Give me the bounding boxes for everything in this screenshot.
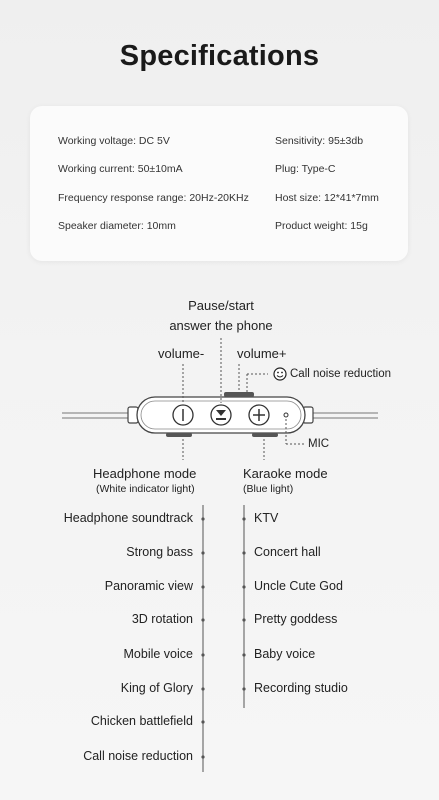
- smiley-icon: [274, 368, 286, 380]
- spec-frequency-response: Frequency response range: 20Hz-20KHz: [58, 192, 249, 204]
- bottom-bump-right: [252, 433, 278, 437]
- mic-label: MIC: [308, 438, 330, 450]
- volume-minus-label: volume-: [158, 346, 205, 361]
- headphone-mode-item: 3D rotation: [131, 612, 193, 626]
- karaoke-mode-item: Uncle Cute God: [254, 579, 343, 593]
- karaoke-mode-item: Pretty goddess: [254, 612, 338, 626]
- karaoke-mode-item: Recording studio: [254, 681, 348, 695]
- bottom-bump-left: [166, 433, 192, 437]
- call-noise-reduction-label: Call noise reduction: [290, 368, 392, 380]
- cable-right: [304, 413, 378, 418]
- spec-plug: Plug: Type-C: [275, 163, 336, 175]
- spec-working-voltage: Working voltage: DC 5V: [58, 135, 170, 147]
- karaoke-mode-subtitle: (Blue light): [243, 483, 294, 495]
- headphone-mode-item: Panoramic view: [104, 579, 193, 593]
- headphone-mode-title: Headphone mode: [93, 466, 197, 481]
- cable-left: [62, 413, 138, 418]
- pause-start-label: Pause/start: [188, 298, 254, 313]
- spec-product-weight: Product weight: 15g: [275, 220, 368, 232]
- volume-minus-button: [173, 405, 193, 425]
- headphone-mode-subtitle: (White indicator light): [96, 483, 195, 495]
- headphone-mode-item: Strong bass: [126, 545, 193, 559]
- answer-phone-label: answer the phone: [169, 318, 273, 333]
- play-pause-button: [211, 405, 231, 425]
- karaoke-mode-item: Baby voice: [254, 647, 316, 661]
- page-title: Specifications: [119, 40, 320, 72]
- spec-host-size: Host size: 12*41*7mm: [275, 192, 379, 204]
- karaoke-mode-title: Karaoke mode: [243, 466, 328, 481]
- headphone-mode-item: Call noise reduction: [83, 749, 193, 763]
- karaoke-mode-item: Concert hall: [254, 545, 321, 559]
- spec-sensitivity: Sensitivity: 95±3db: [275, 135, 364, 147]
- volume-plus-button: [249, 405, 269, 425]
- karaoke-mode-item: KTV: [254, 511, 279, 525]
- headphone-mode-item: Headphone soundtrack: [63, 511, 193, 525]
- headphone-mode-item: Mobile voice: [123, 647, 193, 661]
- spec-speaker-diameter: Speaker diameter: 10mm: [58, 220, 176, 232]
- volume-plus-label: volume+: [237, 346, 287, 361]
- headphone-mode-item: King of Glory: [120, 681, 193, 695]
- spec-working-current: Working current: 50±10mA: [58, 163, 183, 175]
- headphone-mode-item: Chicken battlefield: [90, 714, 193, 728]
